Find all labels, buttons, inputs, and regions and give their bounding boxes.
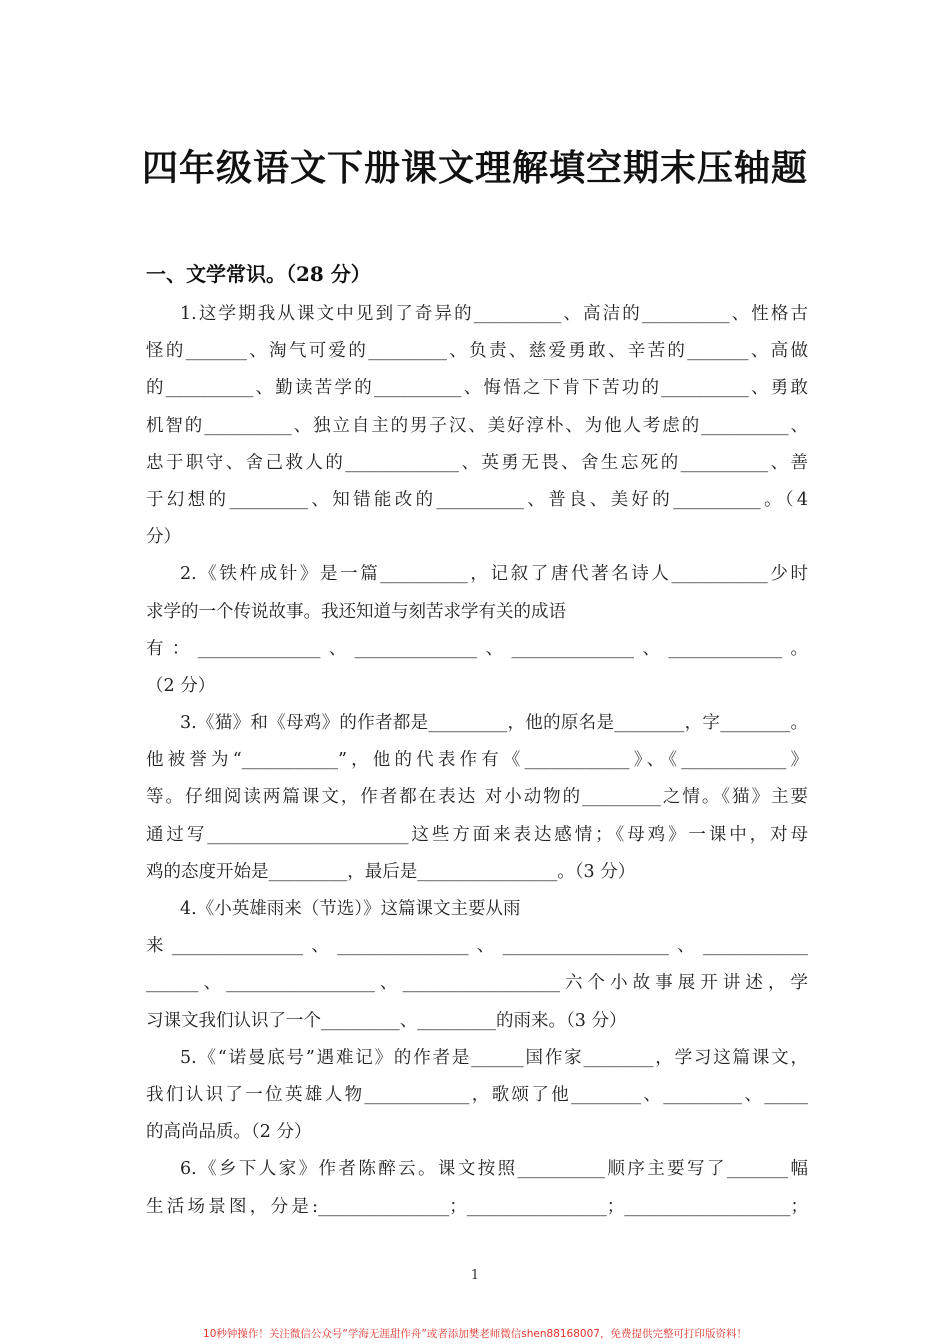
text-line: 等。仔细阅读两篇课文，作者都在表达 对小动物的_________之情。《猫》主要 <box>146 787 808 808</box>
text-line: 的__________、勤读苦学的__________、悔悟之下肯下苦功的__________、勇敢 <box>146 378 808 399</box>
footer-promo-text: 10秒钟操作！关注微信公众号“学海无涯甜作舟”或者添加樊老师微信shen88168007，免费提供完整可打印版资料！ <box>203 1328 747 1340</box>
text-line: 生活场景图，分是:_______________；________________；___________________； <box>146 1196 808 1217</box>
text-line: 鸡的态度开始是_________，最后是________________。（3 分） <box>146 861 636 882</box>
text-line: 分） <box>146 527 181 548</box>
text-line: 求学的一个传说故事。我还知道与刻苦求学有关的成语 <box>146 601 566 622</box>
text-line: 怪的_______、淘气可爱的_________、负责、慈爱勇敢、辛苦的_______、高做 <box>146 341 808 362</box>
text-line: 有：______________、______________、______________、_____________。 <box>146 638 808 659</box>
text-line: 通过写_______________________这些方面来表达感情；《母鸡》一课中，对母 <box>146 824 808 845</box>
text-line: 忠于职守、舍己救人的_____________、英勇无畏、舍生忘死的__________、善 <box>146 452 808 473</box>
text-line: 4.《小英雄雨来（节选）》这篇课文主要从雨 <box>180 899 521 919</box>
text-line: 6.《乡下人家》作者陈醉云。课文按照__________顺序主要写了_______幅 <box>180 1159 808 1180</box>
question-body <box>146 296 808 1226</box>
text-line: 3.《猫》和《母鸡》的作者都是_________，他的原名是________，字________。 <box>180 713 808 734</box>
text-line: 2.《铁杵成针》是一篇__________，记叙了唐代著名诗人___________少时 <box>180 564 808 585</box>
page-title: 四年级语文下册课文理解填空期末压轴题 <box>141 147 808 189</box>
text-line: 他被誉为“___________”，他的代表作有《____________》、《____________》 <box>146 750 808 771</box>
text-line: ______、_________________、__________________六个小故事展开讲述，学 <box>146 973 808 994</box>
text-line: （2 分） <box>146 675 216 696</box>
text-line: 来_______________、_______________、___________________、____________ <box>146 936 808 957</box>
text-line: 的高尚品质。（2 分） <box>146 1122 312 1143</box>
text-line: 1.这学期我从课文中见到了奇异的__________、高洁的__________、性格古 <box>180 304 808 324</box>
text-line: 机智的__________、独立自主的男子汉、美好淳朴、为他人考虑的__________、 <box>146 415 808 436</box>
text-line: 我们认识了一位英雄人物____________，歌颂了他________、_________、_____ <box>146 1084 808 1105</box>
section-heading: 一、文学常识。（28 分） <box>146 262 371 286</box>
text-line: 5.《“诺曼底号”遇难记》的作者是______国作家________，学习这篇课文， <box>180 1047 808 1068</box>
page-number: 1 <box>470 1268 480 1283</box>
text-line: 习课文我们认识了一个_________、_________的雨来。（3 分） <box>146 1010 627 1031</box>
text-line: 于幻想的_________、知错能改的__________、普良、美好的__________。（4 <box>146 489 808 510</box>
